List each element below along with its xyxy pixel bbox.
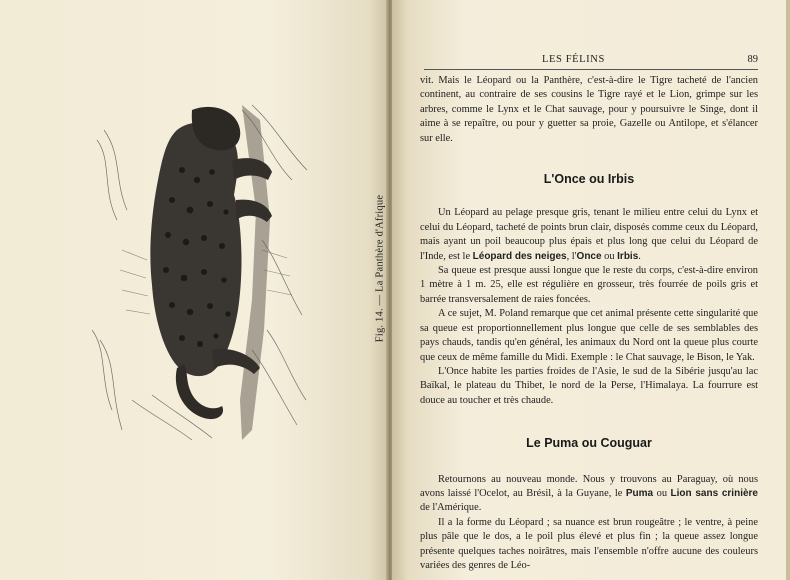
paragraph: L'Once habite les parties froides de l'Asie, le sud de la Sibérie jusqu'au lac Baïkal, le plateau du Thibet, le nord de la Perse, l'Himalaya. La fourrure est douce au toucher et très chaude.: [420, 365, 758, 406]
left-page: [0, 0, 388, 580]
paragraph: Il a la forme du Léopard ; sa nuance est brun rougeâtre ; le ventre, à peine plus pâle que le dos, a le poil plus élevé et plus fin ; la queue assez longue présente quelques taches noirâtres, mais l'ensemble n'offre aucune des couleurs variées des genres de Léo-: [420, 516, 758, 571]
paragraph: Sa queue est presque aussi longue que le reste du corps, c'est-à-dire environ 1 mètre à 1 m. 25, elle est régulière en grosseur, très fourrée de poils gris et barrée transversalement de raies foncées.: [420, 265, 758, 305]
page-edge: [786, 0, 790, 580]
figure-caption: Fig. 14. — La Panthère d'Afrique: [374, 194, 386, 343]
panther-illustration: [92, 100, 310, 445]
page-number: 89: [747, 54, 758, 65]
paragraph: vit. Mais le Léopard ou la Panthère, c'est-à-dire le Tigre tacheté de l'ancien continent, au contraire de ses cousins le Tigre rayé et le Lion, grimpe sur les arbres, comme le Lynx et le Chat sauvage, pour y poursuivre le Singe, dont il aime à se repaître, ou pour y guetter sa proie, Gazelle ou Antilope, et s'élancer sur elle.: [420, 75, 758, 144]
running-head: [424, 54, 758, 68]
paragraph: A ce sujet, M. Poland remarque que cet animal présente cette singularité que sa queue est proportionnellement plus longue que celle de ses semblables des pays chauds, tandis qu'en général, les animaux du Nord ont la queue plus courte que ceux de même famille du Midi. Exemple : le Chat sauvage, le Bison, le Yak.: [420, 308, 758, 363]
section-heading: Le Puma ou Couguar: [526, 436, 652, 451]
header-rule: [424, 69, 758, 70]
paragraph: Retournons au nouveau monde. Nous y trouvons au Paraguay, où nous avons laissé l'Ocelot, au Brésil, à la Guyane, le Puma ou Lion sans crinière de l'Amérique.: [420, 473, 758, 514]
running-head-title: LES FÉLINS: [542, 54, 605, 65]
paragraph: Un Léopard au pelage presque gris, tenant le milieu entre celui du Lynx et celui du Léopard, tacheté de points brun clair, disposés comme ceux du Léopard, mais ayant un poil beaucoup plus épais et plus long que celui du Léopard de l'Inde, est le Léopard des neiges, l'Once ou Irbis.: [420, 207, 758, 262]
body-text: [420, 74, 758, 573]
section-heading: L'Once ou Irbis: [543, 172, 635, 187]
